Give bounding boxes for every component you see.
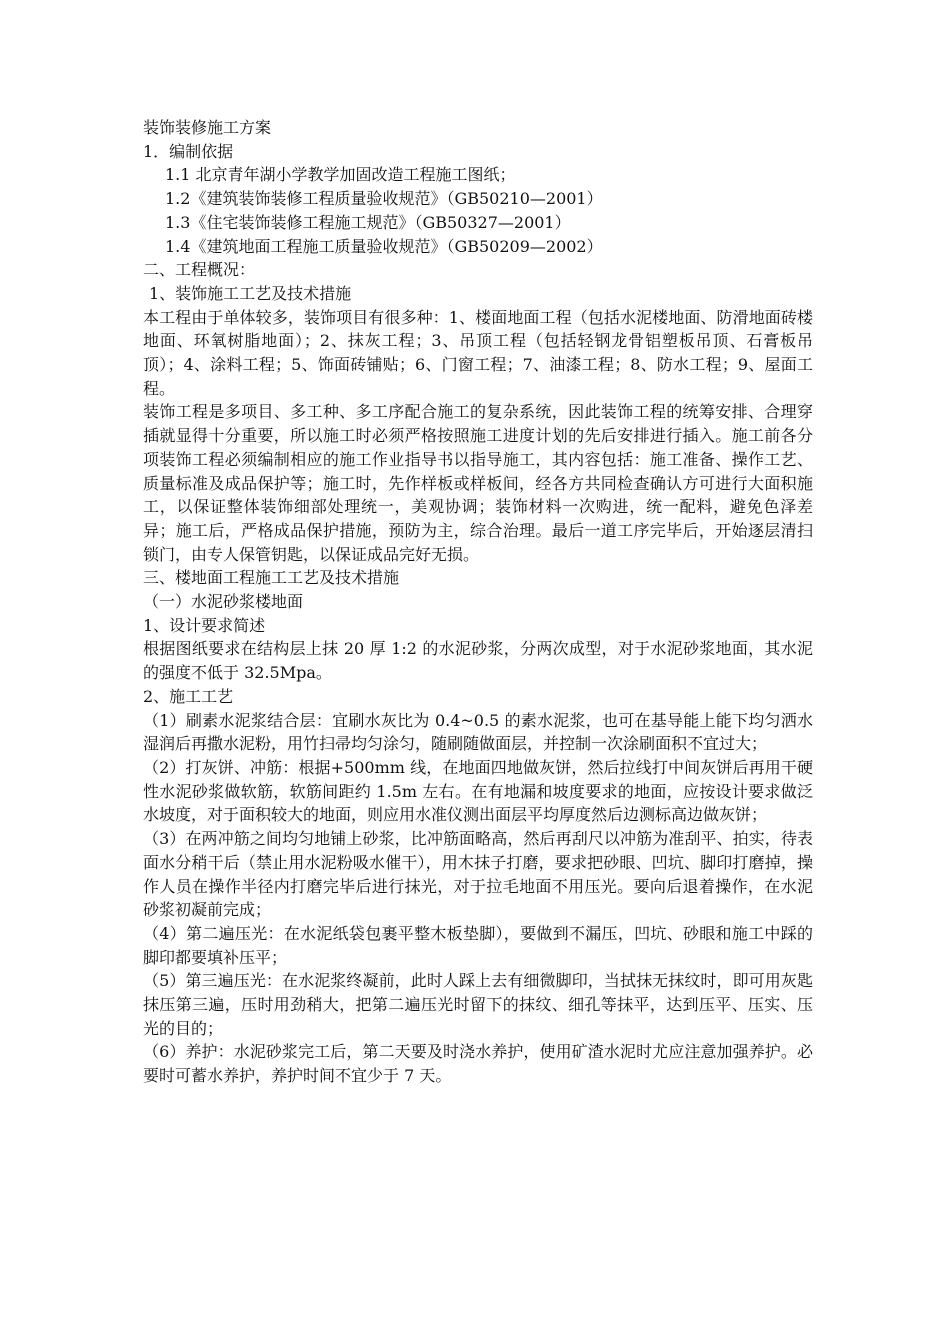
section-1-heading: 1．编制依据	[143, 141, 234, 161]
process-step: （3）在两冲筋之间均匀地铺上砂浆，比冲筋面略高，然后再刮尺以冲筋为准刮平、拍实，待表面水分稍干后（禁止用水泥粉吸水催干），用木抹子打磨，要求把砂眼、凹坑、脚印打磨掉，操作人员在操作半径内打磨完毕后进行抹光，对于拉毛地面不用压光。要向后退着操作，在水泥砂浆初凝前完成；	[143, 829, 813, 920]
section-2-heading: 二、工程概况：	[143, 260, 256, 280]
document-page	[143, 116, 813, 1088]
overview-paragraph: 装饰工程是多项目、多工种、多工序配合施工的复杂系统，因此装饰工程的统筹安排、合理穿插就显得十分重要，所以施工时必须严格按照施工进度计划的先后安排进行插入。施工前各分项装饰工程必须编制相应的施工作业指导书以指导施工，其内容包括：施工准备、操作工艺、质量标准及成品保护等；施工时，先作样板或样板间，经各方共同检查确认方可进行大面积施工，以保证整体装饰细部处理统一，美观协调；装饰材料一次购进，统一配料，避免色泽差异；施工后，严格成品保护措施，预防为主，综合治理。最后一道工序完毕后，开始逐层清扫锁门，由专人保管钥匙，以保证成品完好无损。	[143, 402, 813, 564]
process-step: （5）第三遍压光：在水泥浆终凝前，此时人踩上去有细微脚印，当拭抹无抹纹时，即可用灰匙抹压第三遍，压时用劲稍大，把第二遍压光时留下的抹纹、细孔等抹平，达到压平、压实、压光的目的；	[143, 971, 813, 1038]
process-heading: 2、施工工艺	[143, 686, 234, 706]
section-3-subheading: （一）水泥砂浆楼地面	[143, 592, 304, 612]
doc-title: 装饰装修施工方案	[143, 118, 272, 137]
reference-item: 1.2《建筑装饰装修工程质量验收规范》（GB50210—2001）	[165, 189, 603, 209]
reference-item: 1.1 北京青年湖小学教学加固改造工程施工图纸；	[165, 165, 516, 185]
reference-item: 1.3《住宅装饰装修工程施工规范》（GB50327—2001）	[165, 212, 571, 232]
process-step: （6）养护：水泥砂浆完工后，第二天要及时浇水养护，使用矿渣水泥时尤应注意加强养护。必要时可蓄水养护，养护时间不宜少于 7 天。	[143, 1042, 813, 1086]
design-paragraph: 根据图纸要求在结构层上抹 20 厚 1:2 的水泥砂浆，分两次成型，对于水泥砂浆地面，其水泥的强度不低于 32.5Mpa。	[143, 639, 813, 683]
section-2-subheading: 1、装饰施工工艺及技术措施	[149, 283, 352, 303]
overview-paragraph: 本工程由于单体较多，装饰项目有很多种：1、楼面地面工程（包括水泥楼地面、防滑地面砖楼地面、环氧树脂地面）；2、抹灰工程；3、吊顶工程（包括轻钢龙骨铝塑板吊顶、石膏板吊顶）；4、涂料工程；5、饰面砖铺贴；6、门窗工程；7、油漆工程；8、防水工程；9、屋面工程。	[143, 307, 813, 398]
process-step: （4）第二遍压光：在水泥纸袋包裹平整木板垫脚），要做到不漏压，凹坑、砂眼和施工中踩的脚印都要填补压平；	[143, 923, 813, 967]
reference-item: 1.4《建筑地面工程施工质量验收规范》（GB50209—2002）	[165, 236, 603, 256]
section-3-heading: 三、楼地面工程施工工艺及技术措施	[143, 568, 400, 588]
process-step: （1）刷素水泥浆结合层：宜刷水灰比为 0.4~0.5 的素水泥浆，也可在基导能上能下均匀洒水湿润后再撒水泥粉，用竹扫帚均匀涂匀，随刷随做面层，并控制一次涂刷面积不宜过大；	[143, 710, 813, 754]
design-heading: 1、设计要求简述	[143, 615, 266, 635]
process-step: （2）打灰饼、冲筋：根据+500mm 线，在地面四地做灰饼，然后拉线打中间灰饼后再用干硬性水泥砂浆做软筋，软筋间距约 1.5m 左右。在有地漏和坡度要求的地面，应按设计要求做泛水坡度，对于面积较大的地面，则应用水准仪测出面层平均厚度然后边测标高边做灰饼；	[143, 757, 813, 825]
